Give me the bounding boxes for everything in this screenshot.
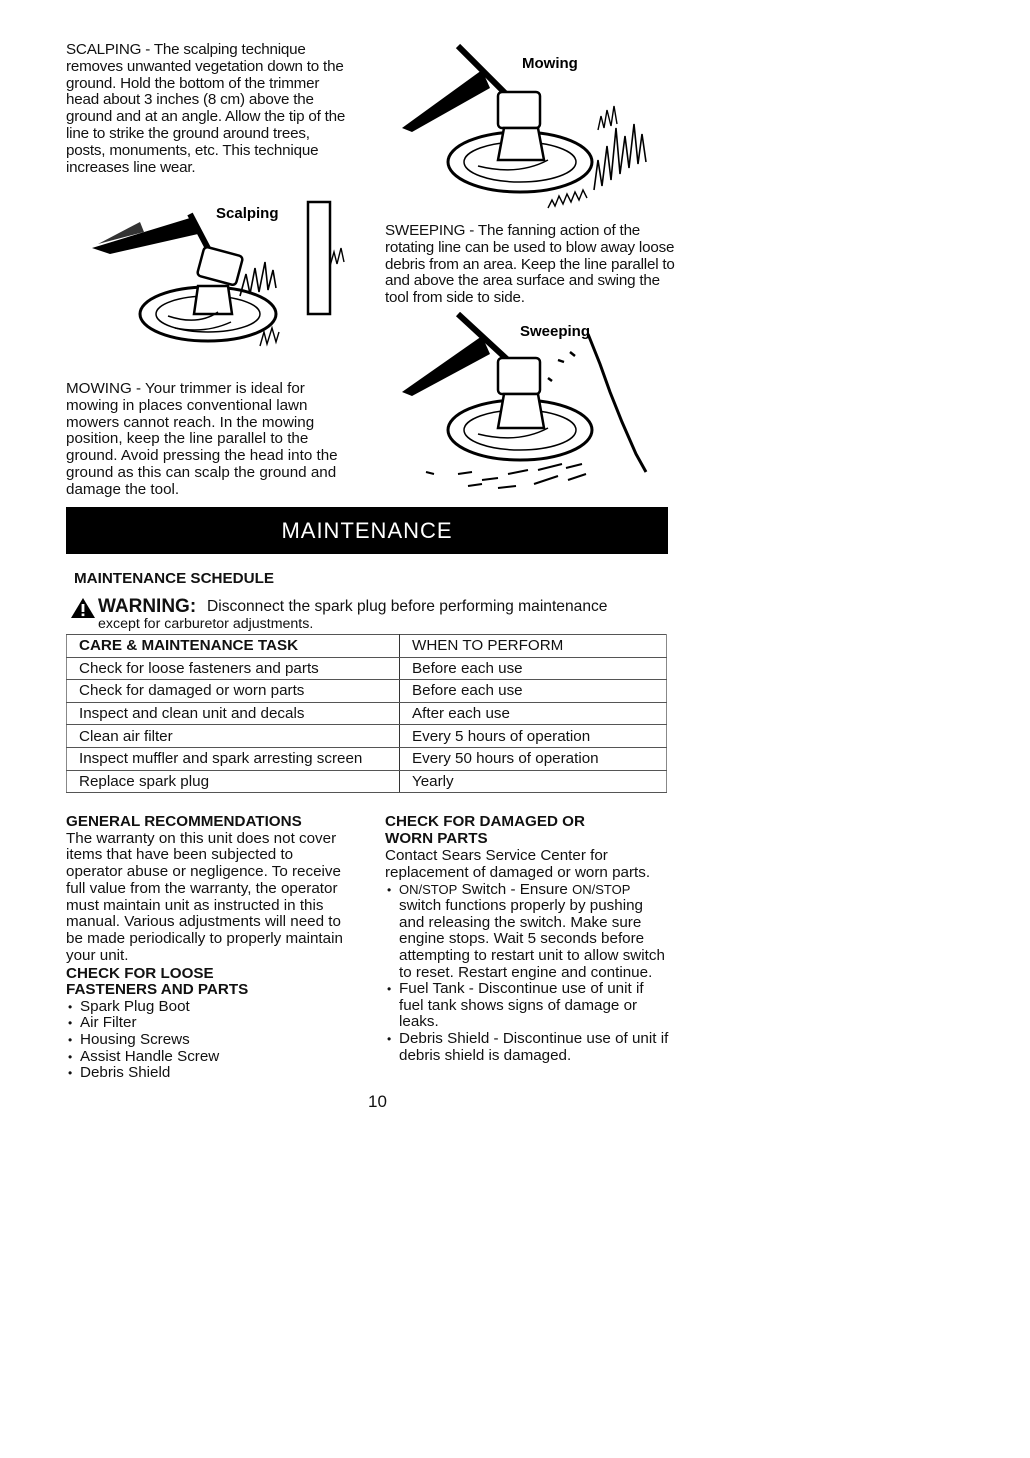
- damaged-parts-intro: Contact Sears Service Center for replacement of damaged or worn parts.: [385, 847, 651, 881]
- when-cell: Every 50 hours of operation: [400, 747, 667, 770]
- loose-fasteners-heading: CHECK FOR LOOSE: [66, 964, 214, 982]
- task-cell: Inspect and clean unit and decals: [67, 702, 400, 725]
- mowing-figure-label: Mowing: [522, 55, 578, 72]
- table-row: [67, 747, 667, 770]
- damaged-parts-heading: CHECK FOR DAMAGED OR: [385, 813, 585, 830]
- scalping-figure-label: Scalping: [216, 205, 279, 222]
- warning-text-continued: except for carburetor adjustments.: [98, 616, 314, 632]
- list-item: [385, 882, 670, 982]
- list-item: • Spark Plug Boot: [66, 999, 356, 1016]
- table-row: [67, 725, 667, 748]
- damaged-parts-list: [385, 882, 670, 1065]
- task-cell: Inspect muffler and spark arresting screen: [67, 747, 400, 770]
- scalping-paragraph: SCALPING - The scalping technique removes unwanted vegetation down to the ground. Hold the bottom of the trimmer head about 3 inches (8 cm) above the ground and at an angle. Allow the tip of the line to strike the ground around trees, posts, monuments, etc. This technique increases line wear.: [66, 41, 346, 176]
- warning-triangle-icon: [70, 597, 96, 619]
- table-row: [67, 657, 667, 680]
- maintenance-title: MAINTENANCE: [281, 517, 453, 543]
- loose-fasteners-heading-2: FASTENERS AND PARTS: [66, 981, 249, 999]
- list-item: • Debris Shield: [66, 1065, 356, 1082]
- task-cell: Clean air filter: [67, 725, 400, 748]
- list-item: • Housing Screws: [66, 1032, 356, 1049]
- loose-fasteners-list: [66, 999, 356, 1082]
- right-column: [385, 814, 670, 1064]
- column-header-when: WHEN TO PERFORM: [400, 635, 667, 658]
- mowing-paragraph: MOWING - Your trimmer is ideal for mowing in places conventional lawn mowers cannot reach. In the mowing position, keep the line parallel to the ground. Avoid pressing the head into the ground as this can scalp the ground and damage the tool.: [66, 380, 338, 498]
- task-cell: Check for loose fasteners and parts: [67, 657, 400, 680]
- task-cell: Check for damaged or worn parts: [67, 680, 400, 703]
- warning-label: WARNING:: [98, 596, 197, 617]
- maintenance-schedule-heading: MAINTENANCE SCHEDULE: [74, 570, 274, 587]
- when-cell: Yearly: [400, 770, 667, 793]
- switch-label: ON/STOP: [399, 881, 458, 897]
- maintenance-schedule-table: [66, 634, 667, 793]
- warning-text: Disconnect the spark plug before performing maintenance: [207, 598, 608, 615]
- mowing-illustration: [398, 40, 668, 220]
- list-item: • Debris Shield - Discontinue use of unit if debris shield is damaged.: [385, 1031, 670, 1064]
- scalping-illustration: [80, 196, 370, 366]
- when-cell: Before each use: [400, 680, 667, 703]
- list-item: • Air Filter: [66, 1015, 356, 1032]
- sweeping-figure-label: Sweeping: [520, 323, 591, 340]
- page-number: 10: [368, 1092, 387, 1111]
- table-row: [67, 702, 667, 725]
- list-item: • Assist Handle Screw: [66, 1049, 356, 1066]
- general-recommendations-text: The warranty on this unit does not cover items that have been subjected to operator abuse or negligence. To receive full value from the warranty, the operator must maintain unit as instructed in this manual. Various adjustments will need to be made periodically to properly maintain your unit.: [66, 829, 343, 965]
- when-cell: After each use: [400, 702, 667, 725]
- switch-label-2: ON/STOP: [572, 881, 631, 897]
- table-row: [67, 680, 667, 703]
- table-header-row: [67, 635, 667, 658]
- general-recommendations-heading: GENERAL RECOMMENDATIONS: [66, 813, 302, 830]
- damaged-parts-heading-2: WORN PARTS: [385, 829, 488, 847]
- sweeping-paragraph: SWEEPING - The fanning action of the rotating line can be used to blow away loose debris from an area. Keep the line parallel to and above the area surface and swing the tool from side to side.: [385, 222, 675, 307]
- when-cell: Before each use: [400, 657, 667, 680]
- sweeping-illustration: [398, 312, 668, 497]
- switch-text-a: Switch - Ensure: [461, 880, 568, 898]
- maintenance-section-banner: [66, 507, 668, 554]
- switch-text-b: switch functions properly by pushing and releasing the switch. Make sure engine stops. Wait 5 seconds before attempting to restart unit to allow switch to reset. Restart engine and continue.: [399, 897, 665, 981]
- left-column: [66, 814, 356, 1082]
- task-cell: Replace spark plug: [67, 770, 400, 793]
- list-item: • Fuel Tank - Discontinue use of unit if fuel tank shows signs of damage or leaks.: [385, 981, 670, 1031]
- column-header-task: CARE & MAINTENANCE TASK: [67, 635, 400, 658]
- table-row: [67, 770, 667, 793]
- when-cell: Every 5 hours of operation: [400, 725, 667, 748]
